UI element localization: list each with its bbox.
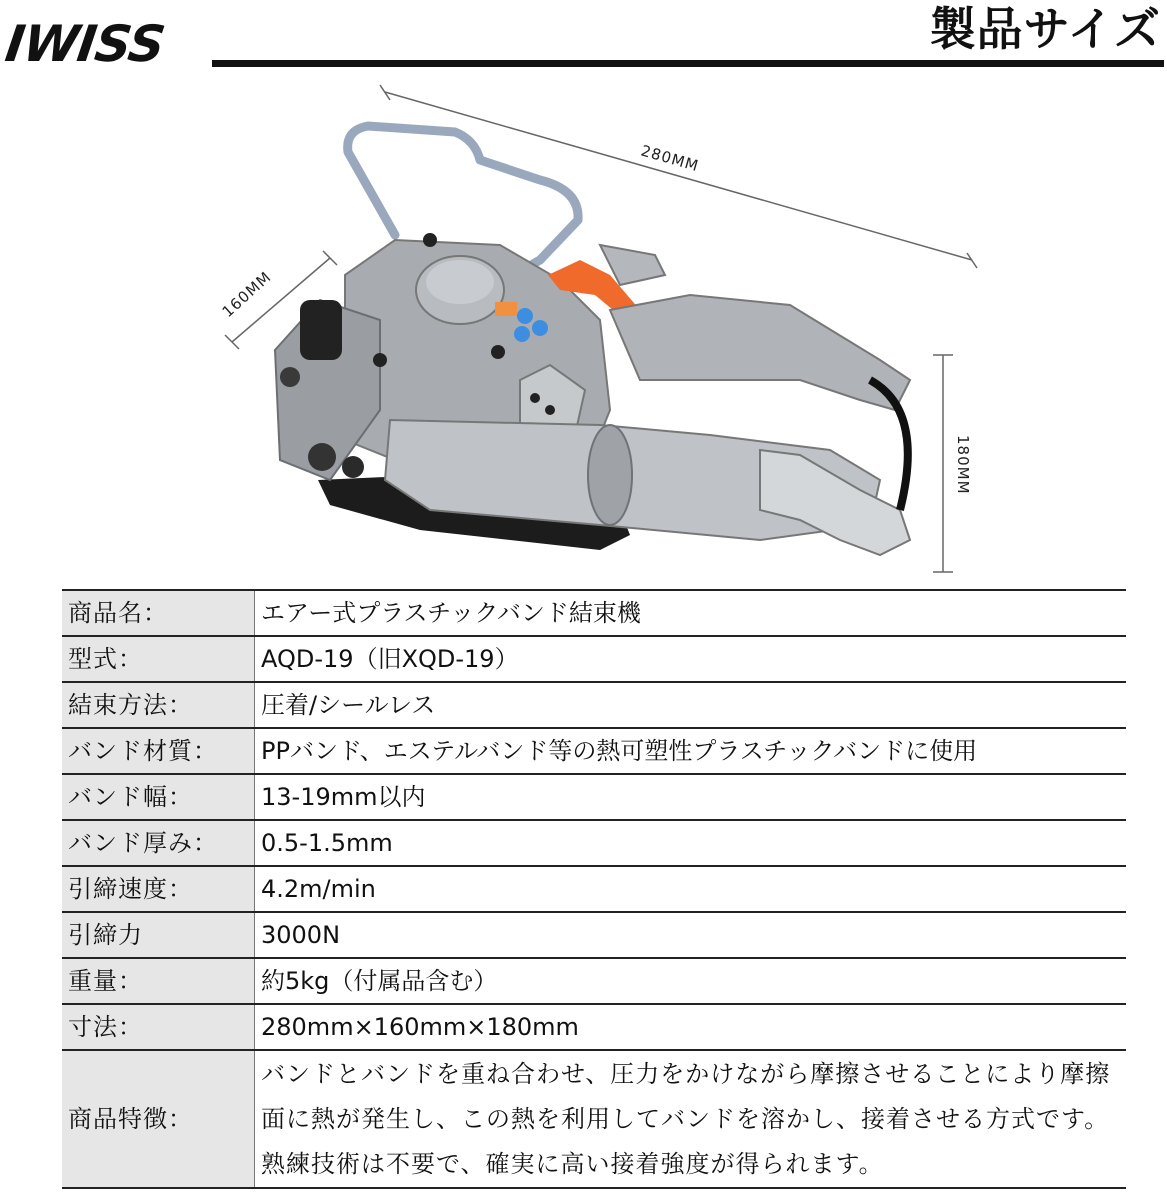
header	[0, 0, 1167, 80]
spec-value: 圧着/シールレス	[255, 682, 1127, 728]
spec-value: バンドとバンドを重ね合わせ、圧力をかけながら摩擦させることにより摩擦面に熱が発生し、この熱を利用してバンドを溶かし、接着させる方式です。熟練技術は不要で、確実に高い接着強度が得られます。	[255, 1050, 1127, 1188]
spec-value: 4.2m/min	[255, 866, 1127, 912]
spec-row	[62, 682, 1126, 728]
spec-row	[62, 590, 1126, 636]
spec-label: バンド材質：	[62, 728, 255, 774]
dimension-length-label: 280MM	[638, 141, 702, 176]
header-rule	[212, 60, 1164, 67]
spec-row	[62, 728, 1126, 774]
brand-logo: IWISS	[1, 15, 168, 73]
spec-value: 約5kg（付属品含む）	[255, 958, 1127, 1004]
spec-row	[62, 958, 1126, 1004]
spec-row	[62, 1050, 1126, 1188]
spec-label: 商品特徴：	[62, 1050, 255, 1188]
spec-value: 3000N	[255, 912, 1127, 958]
spec-label: 重量：	[62, 958, 255, 1004]
spec-label: 商品名：	[62, 590, 255, 636]
spec-label: 引締力	[62, 912, 255, 958]
spec-label: 寸法：	[62, 1004, 255, 1050]
dimension-width-label: 160MM	[218, 267, 275, 321]
spec-value: AQD-19（旧XQD-19）	[255, 636, 1127, 682]
spec-label: 引締速度：	[62, 866, 255, 912]
strapping-tool-drawing	[275, 126, 910, 555]
spec-label: バンド厚み：	[62, 820, 255, 866]
spec-value: 280mm×160mm×180mm	[255, 1004, 1127, 1050]
spec-row	[62, 636, 1126, 682]
spec-value: エアー式プラスチックバンド結束機	[255, 590, 1127, 636]
spec-value: PPバンド、エステルバンド等の熱可塑性プラスチックバンドに使用	[255, 728, 1127, 774]
dimension-line-length	[380, 85, 977, 268]
spec-row	[62, 1004, 1126, 1050]
spec-label: 型式：	[62, 636, 255, 682]
product-illustration	[0, 80, 1167, 580]
spec-row	[62, 774, 1126, 820]
product-image-area	[0, 80, 1167, 580]
spec-row	[62, 820, 1126, 866]
spec-label: バンド幅：	[62, 774, 255, 820]
dimension-line-height	[933, 355, 972, 572]
spec-row	[62, 866, 1126, 912]
spec-value: 0.5-1.5mm	[255, 820, 1127, 866]
spec-value: 13-19mm以内	[255, 774, 1127, 820]
page-title: 製品サイズ	[929, 2, 1161, 56]
spec-label: 結束方法：	[62, 682, 255, 728]
spec-table	[62, 589, 1126, 1189]
dimension-height-label: 180MM	[954, 435, 972, 495]
spec-row	[62, 912, 1126, 958]
